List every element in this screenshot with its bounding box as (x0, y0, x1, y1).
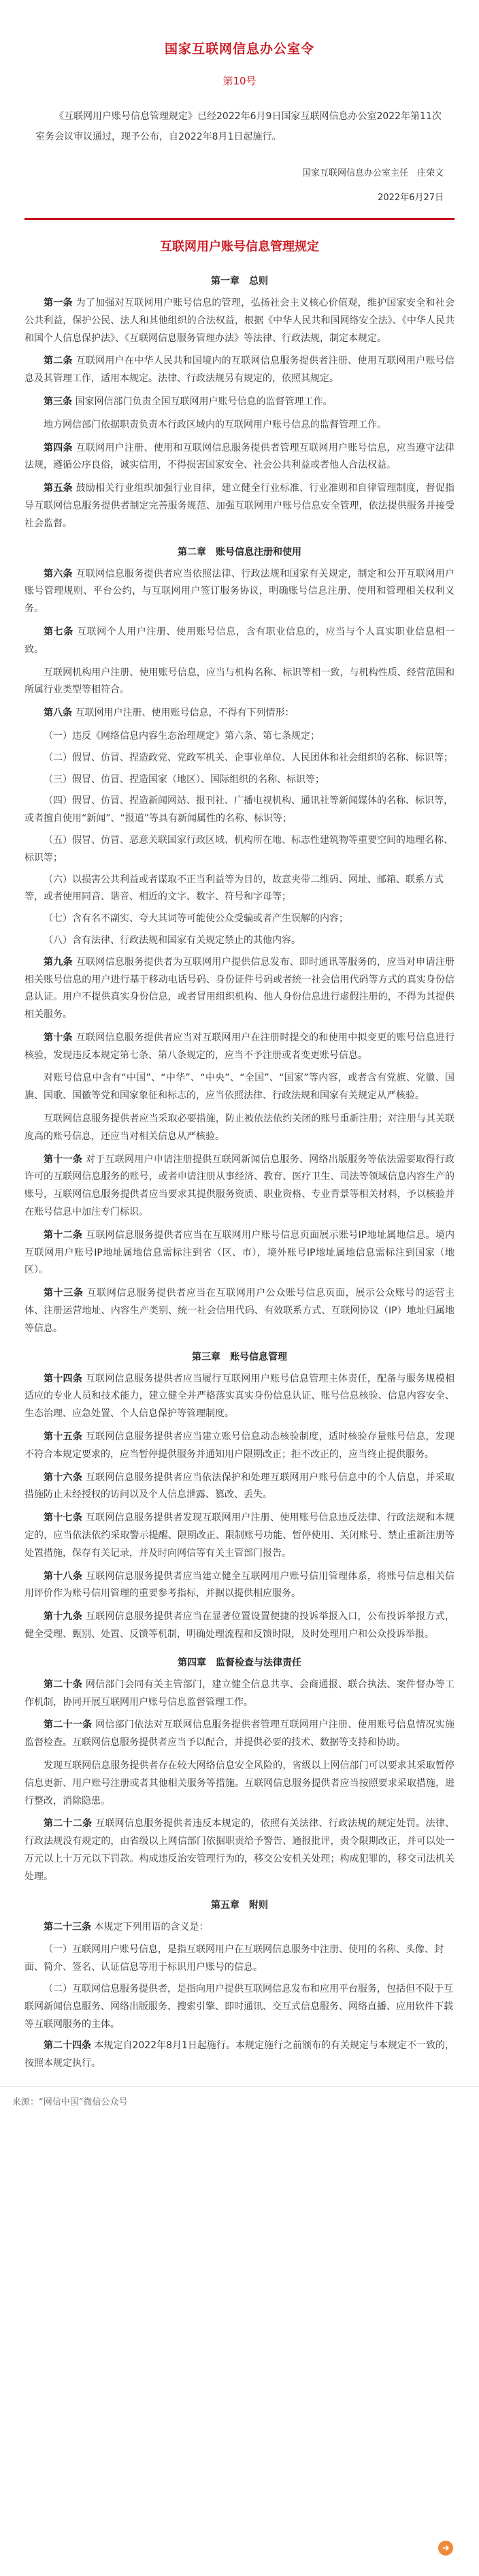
article-number: 第一条 (44, 298, 73, 308)
article-text: 互联网信息服务提供者违反本规定的，依照有关法律、行政法规的规定处罚。法律、行政法规没有规定的，由省级以上网信部门依据职责给予警告、通报批评，责令限期改正，并可以处一万元以上十万元以下罚款。构成违反治安管理行为的，移交公安机关处理；构成犯罪的，移交司法机关处理。 (24, 1818, 455, 1882)
article-paragraph (24, 2037, 455, 2073)
list-item: （三）假冒、仿冒、捏造国家（地区）、国际组织的名称、标识等； (44, 774, 325, 785)
article-paragraph (24, 1227, 455, 1279)
article-text: 互联网信息服务提供者为互联网用户提供信息发布、即时通讯等服务的，应当对申请注册相关账号信息的用户进行基于移动电话号码、身份证件号码或者统一社会信用代码等方式的真实身份信息认证。用户不提供真实身份信息，或者冒用组织机构、他人身份信息进行虚假注册的，不得为其提供相关服务。 (24, 956, 455, 1021)
article-number: 第二十三条 (44, 1921, 91, 1933)
order-block (0, 0, 479, 206)
article-number: 第十一条 (44, 1154, 83, 1165)
article-number: 第二十二条 (44, 1818, 93, 1830)
article-text: 互联网信息服务提供者应当在互联网用户公众账号信息页面，展示公众账号的运营主体、注册运营地址、内容生产类别、统一社会信用代码、有效联系方式、互联网协议（IP）地址归属地等信息。 (24, 1288, 455, 1334)
article-paragraph (24, 1429, 455, 1464)
article-number: 第六条 (44, 568, 73, 579)
article-paragraph (24, 624, 455, 659)
list-item: （七）含有名不副实、夸大其词等可能使公众受骗或者产生误解的内容； (44, 913, 348, 925)
article-paragraph (24, 1469, 455, 1505)
article-number: 第十九条 (44, 1611, 83, 1623)
article-text: 网信部门依法对互联网信息服务提供者管理互联网用户注册、使用账号信息情况实施监督检查。互联网信息服务提供者应当予以配合，并提供必要的技术、数据等支持和协助。 (24, 1719, 455, 1749)
paragraph: 发现互联网信息服务提供者存在较大网络信息安全风险的，省级以上网信部门可以要求其采取暂停信息更新、用户账号注册或者其他相关服务等措施。互联网信息服务提供者应当按照要求采取措施，进行整改，消除隐患。 (24, 1760, 455, 1807)
article-text: 互联网信息服务提供者应当依照法律、行政法规和国家有关规定，制定和公开互联网用户账号管理规则、平台公约，与互联网用户签订服务协议，明确账号信息注册、使用和管理相关权利义务。 (24, 568, 455, 615)
chapter-heading: 第四章 监督检查与法律责任 (178, 1657, 301, 1668)
chapter-heading: 第三章 账号信息管理 (192, 1351, 287, 1363)
article-paragraph (24, 1717, 455, 1752)
article-paragraph (24, 1676, 455, 1712)
article-number: 第七条 (44, 626, 73, 637)
article-paragraph (24, 480, 455, 532)
article-paragraph (24, 1510, 455, 1562)
chapter-heading: 第二章 账号信息注册和使用 (178, 546, 301, 558)
article-text: 国家网信部门负责全国互联网用户账号信息的监督管理工作。 (75, 396, 333, 407)
list-item: （六）以损害公共利益或者谋取不正当利益等为目的，故意夹带二维码、网址、邮箱、联系方式等，或者使用同音、谐音、相近的文字、数字、符号和字母等； (24, 874, 444, 903)
article-text: 互联网信息服务提供者应当依法保护和处理互联网用户账号信息中的个人信息，并采取措施防止未经授权的访问以及个人信息泄露、篡改、丢失。 (24, 1472, 455, 1501)
article-paragraph (24, 1815, 455, 1886)
article-text: 互联网信息服务提供者应当对互联网用户在注册时提交的和使用中拟变更的账号信息进行核验，发现违反本规定第七条、第八条规定的，应当不予注册或者变更账号信息。 (24, 1032, 455, 1061)
order-number: 第10号 (222, 75, 257, 87)
list-item: （二）假冒、仿冒、捏造政党、党政军机关、企事业单位、人民团体和社会组织的名称、标识等； (44, 752, 453, 763)
article-paragraph (24, 1151, 455, 1222)
article-paragraph (24, 705, 455, 722)
article-text: 互联网个人用户注册、使用账号信息，含有职业信息的，应当与个人真实职业信息相一致。 (24, 626, 455, 655)
article-number: 第十八条 (44, 1570, 83, 1582)
article-paragraph (24, 1030, 455, 1065)
paragraph: 地方网信部门依据职责负责本行政区域内的互联网用户账号信息的监督管理工作。 (44, 419, 386, 430)
article-number: 第十条 (44, 1032, 73, 1043)
chapter-heading: 第一章 总则 (211, 276, 268, 287)
article-paragraph (24, 1371, 455, 1423)
article-paragraph (24, 394, 455, 411)
article-paragraph (24, 353, 455, 388)
article-text: 互联网信息服务提供者应当建立账号信息动态核验制度，适时核验存量账号信息，发现不符合本规定要求的，应当暂停提供服务并通知用户限期改正；拒不改正的，应当终止提供服务。 (24, 1431, 455, 1460)
article-text: 互联网信息服务提供者发现互联网用户注册、使用账号信息违反法律、行政法规和本规定的，应当依法依约采取警示提醒、限期改正、限制账号功能、暂停使用、关闭账号、禁止重新注册等处置措施，保存有关记录，并及时向网信等有关主管部门报告。 (24, 1512, 455, 1559)
article-text: 网信部门会同有关主管部门，建立健全信息共享、会商通报、联合执法、案件督办等工作机制，协同开展互联网用户账号信息监督管理工作。 (24, 1679, 455, 1708)
article-paragraph (24, 1285, 455, 1337)
article-paragraph (24, 566, 455, 618)
share-button[interactable] (438, 2541, 453, 2556)
article-text: 本规定自2022年8月1日起施行。本规定施行之前颁布的有关规定与本规定不一致的，按照本规定执行。 (24, 2040, 455, 2069)
share-icon (442, 2542, 450, 2555)
article-number: 第十二条 (44, 1229, 83, 1241)
article-number: 第十三条 (44, 1288, 84, 1299)
article-number: 第十六条 (44, 1472, 83, 1483)
order-title: 国家互联网信息办公室令 (164, 42, 314, 57)
article-text: 为了加强对互联网用户账号信息的管理，弘扬社会主义核心价值观，维护国家安全和社会公共利益，保护公民、法人和其他组织的合法权益，根据《中华人民共和国网络安全法》、《中华人民共和国个人信息保护法》、《互联网信息服务管理办法》等法律、行政法规，制定本规定。 (24, 298, 455, 344)
chapter-heading: 第五章 附则 (211, 1899, 268, 1911)
article-paragraph (24, 440, 455, 475)
article-text: 互联网用户注册、使用和互联网信息服务提供者管理互联网用户账号信息，应当遵守法律法规，遵循公序良俗，诚实信用，不得损害国家安全、社会公共利益或者他人合法权益。 (24, 442, 455, 471)
regulation-title: 互联网用户账号信息管理规定 (160, 240, 319, 254)
article-number: 第十四条 (44, 1373, 83, 1384)
article-text: 互联网信息服务提供者应当履行互联网用户账号信息管理主体责任，配备与服务规模相适应的专业人员和技术能力，建立健全并严格落实真实身份信息认证、账号信息核验、信息内容安全、生态治理、应急处置、个人信息保护等管理制度。 (24, 1373, 455, 1420)
list-item: （一）互联网用户账号信息，是指互联网用户在互联网信息服务中注册、使用的名称、头像、封面、简介、签名、认证信息等用于标识用户账号的信息。 (24, 1944, 444, 1973)
paragraph: 互联网机构用户注册、使用账号信息，应当与机构名称、标识等相一致，与机构性质、经营范围和所属行业类型等相符合。 (24, 667, 455, 696)
article-paragraph (24, 295, 455, 347)
paragraph: 对账号信息中含有“中国”、“中华”、“中央”、“全国”、“国家”等内容，或者含有党旗、党徽、国旗、国歌、国徽等党和国家象征和标志的，应当依照法律、行政法规和国家有关规定从严核验。 (24, 1072, 455, 1102)
article-number: 第四条 (44, 442, 73, 454)
article-number: 第五条 (44, 483, 73, 494)
article-number: 第八条 (44, 707, 72, 719)
article-text: 对于互联网用户申请注册提供互联网新闻信息服务、网络出版服务等依法需要取得行政许可的互联网信息服务的账号，或者申请注册从事经济、教育、医疗卫生、司法等领域信息内容生产的账号，互联网信息服务提供者应当要求其提供服务资质、职业资格、专业背景等相关材料，予以核验并在账号信息中加注专门标识。 (24, 1154, 455, 1218)
list-item: （八）含有法律、行政法规和国家有关规定禁止的其他内容。 (44, 934, 301, 946)
article-number: 第三条 (44, 396, 72, 407)
article-paragraph (24, 1919, 455, 1937)
article-text: 互联网用户在中华人民共和国境内的互联网信息服务提供者注册、使用互联网用户账号信息及其管理工作，适用本规定。法律、行政法规另有规定的，依照其规定。 (24, 355, 455, 385)
list-item: （五）假冒、仿冒、恶意关联国家行政区域、机构所在地、标志性建筑物等重要空间的地理名称、标识等； (24, 834, 453, 863)
article-text: 本规定下列用语的含义是： (94, 1921, 209, 1933)
article-text: 鼓励相关行业组织加强行业自律，建立健全行业标准、行业准则和自律管理制度，督促指导互联网信息服务提供者制定完善服务规范、加强互联网用户账号信息安全管理，依法提供服务并接受社会监督。 (24, 483, 455, 529)
article-text: 互联网用户注册、使用账号信息，不得有下列情形： (75, 707, 295, 719)
article-number: 第二十一条 (44, 1719, 93, 1731)
order-date: 2022年6月27日 (378, 193, 444, 203)
article-paragraph (24, 1568, 455, 1604)
list-item: （四）假冒、仿冒、捏造新闻网站、报刊社、广播电视机构、通讯社等新闻媒体的名称、标识等，或者擅自使用“新闻”、“报道”等具有新闻属性的名称、标识等； (24, 795, 453, 825)
article-text: 互联网信息服务提供者应当建立健全互联网用户账号信用管理体系，将账号信息相关信用评价作为账号信用管理的重要参考指标，并据以提供相应服务。 (24, 1570, 455, 1600)
article-paragraph (24, 954, 455, 1024)
order-signature: 国家互联网信息办公室主任 庄荣文 (301, 168, 444, 178)
list-item: （一）违反《网络信息内容生态治理规定》第六条、第七条规定； (44, 730, 320, 742)
regulation-body (24, 273, 455, 2073)
list-item: （二）互联网信息服务提供者，是指向用户提供互联网信息发布和应用平台服务，包括但不限于互联网新闻信息服务、网络出版服务、搜索引擎、即时通讯、交互式信息服务、网络直播、应用软件下载等互联网服务的主体。 (24, 1983, 453, 2030)
source-line: 来源：“网信中国”微信公众号 (12, 2097, 128, 2108)
article-number: 第十七条 (44, 1512, 83, 1524)
article-number: 第二条 (44, 355, 73, 367)
article-number: 第二十条 (44, 1679, 83, 1690)
order-body: 《互联网用户账号信息管理规定》已经2022年6月9日国家互联网信息办公室2022年第11次室务会议审议通过，现予公布，自2022年8月1日起施行。 (35, 111, 442, 142)
article-text: 互联网信息服务提供者应当在互联网用户账号信息页面展示账号IP地址属地信息。境内互联网用户账号IP地址属地信息需标注到省（区、市），境外账号IP地址属地信息需标注到国家（地区）。 (24, 1229, 455, 1276)
article-number: 第九条 (44, 956, 73, 968)
article-number: 第二十四条 (44, 2040, 92, 2052)
article-paragraph (24, 1608, 455, 1644)
paragraph: 互联网信息服务提供者应当采取必要措施，防止被依法依约关闭的账号重新注册；对注册与其关联度高的账号信息，还应当对相关信息从严核验。 (24, 1113, 455, 1142)
article-text: 互联网信息服务提供者应当在显著位置设置便捷的投诉举报入口，公布投诉举报方式，健全受理、甄别、处置、反馈等机制，明确处理流程和反馈时限，及时处理用户和公众投诉举报。 (24, 1611, 455, 1640)
regulation (0, 220, 479, 2073)
article-number: 第十五条 (44, 1431, 83, 1443)
